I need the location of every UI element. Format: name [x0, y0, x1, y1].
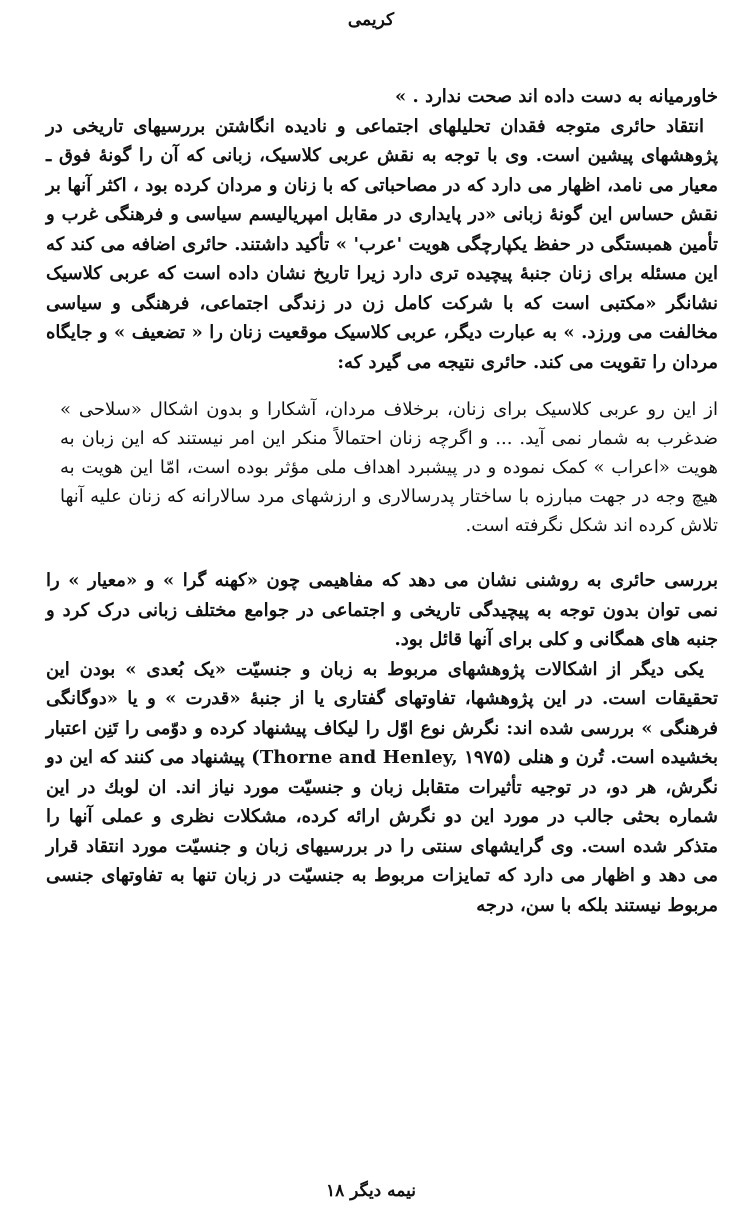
block-quote: از این رو عربی کلاسیک برای زنان، برخلاف مردان، آشکارا و بدون اشکال «سلاحی » ضدغرب به شمار نمی آید. ... و اگرچه زنان احتمالاً منکر این امر نیستند که این زبان به هویت «اعراب » کمک نموده و در پیشبرد اهداف ملی مؤثر بوده است، امّا این هویت به هیچ وجه در جهت مبارزه با ساختار پدرسالاری و ارزشهای مرد سالارانه که زنان علیه آنها تلاش کرده اند شکل نگرفته است.	[60, 399, 718, 536]
paragraph-haeri-critique: انتقاد حائری متوجه فقدان تحلیلهای اجتماعی و نادیده انگاشتن بررسیهای تاریخی در پژوهشهای پیشین است. وی با توجه به نقش عربی کلاسیک، زبانی که آن را گونهٔ فوق ـ معیار می نامد، اظهار می دارد که در مصاحباتی که با زنان و مردان کرده بود ، اکثر آنها بر نقش حساس این گونهٔ زبانی «در پایداری در مقابل امپریالیسم سیاسی و فرهنگی غرب و تأمین همبستگی در حفظ یکپارچگی هویت 'عرب' » تأکید داشتند. حائری اضافه می کند که این مسئله برای زنان جنبهٔ پیچیده تری دارد زیرا تاریخ نشان داده است که عربی کلاسیک نشانگر «مکتبی است که با شرکت کامل زن در زندگی اجتماعی، فرهنگی و سیاسی مخالفت می ورزد. » به عبارت دیگر، عربی کلاسیک موقعیت زنان را « تضعیف » و جایگاه مردان را تقویت می کند. حائری نتیجه می گیرد که:	[46, 115, 719, 373]
page-folio: نیمه دیگر ۱۸	[326, 1181, 416, 1201]
paragraph-haeri-conclusion: بررسی حائری به روشنی نشان می دهد که مفاهیمی چون «کهنه گرا » و «معیار » را نمی توان بدون توجه به پیچیدگی تاریخی و اجتماعی در جوامع مختلف زبانی درک کرد و جنبه های همگانی و کلی برای آنها قائل بود.	[46, 570, 718, 650]
paragraph-one-dimensional: یکی دیگر از اشکالات پژوهشهای مربوط به زبان و جنسیّت «یک بُعدی » بودن این تحقیقات است. در این پژوهشها، تفاوتهای گفتاری یا از جنبهٔ «قدرت » و یا «دوگانگی فرهنگی » بررسی شده اند: نگرش نوع اوّل را لیکاف پیشنهاد کرده و دوّمی را تَنِن اعتبار بخشیده است. تُرن و هنلی (Thorne and Henley, ۱۹۷۵) پیشنهاد می کنند که این دو نگرش، هر دو، در توجیه تأثیرات متقابل زبان و جنسیّت مورد نیاز اند. ان لوبك در این شماره بحثی جالب در مورد این دو نگرش ارائه کرده، مشکلات نظری و عملی آنها را متذکر شده است. وی گرایشهای سنتی را در بررسیهای زبان و جنسیّت مورد انتقاد قرار می دهد و اظهار می دارد که تمایزات مربوط به جنسیّت در زبان تنها به تفاوتهای جنسی مربوط نیستند بلکه با سن، درجه	[46, 658, 719, 916]
paragraph-continuation: خاورمیانه به دست داده اند صحت ندارد . »	[395, 86, 718, 107]
body-text	[46, 82, 718, 920]
running-head: کریمی	[347, 10, 395, 30]
